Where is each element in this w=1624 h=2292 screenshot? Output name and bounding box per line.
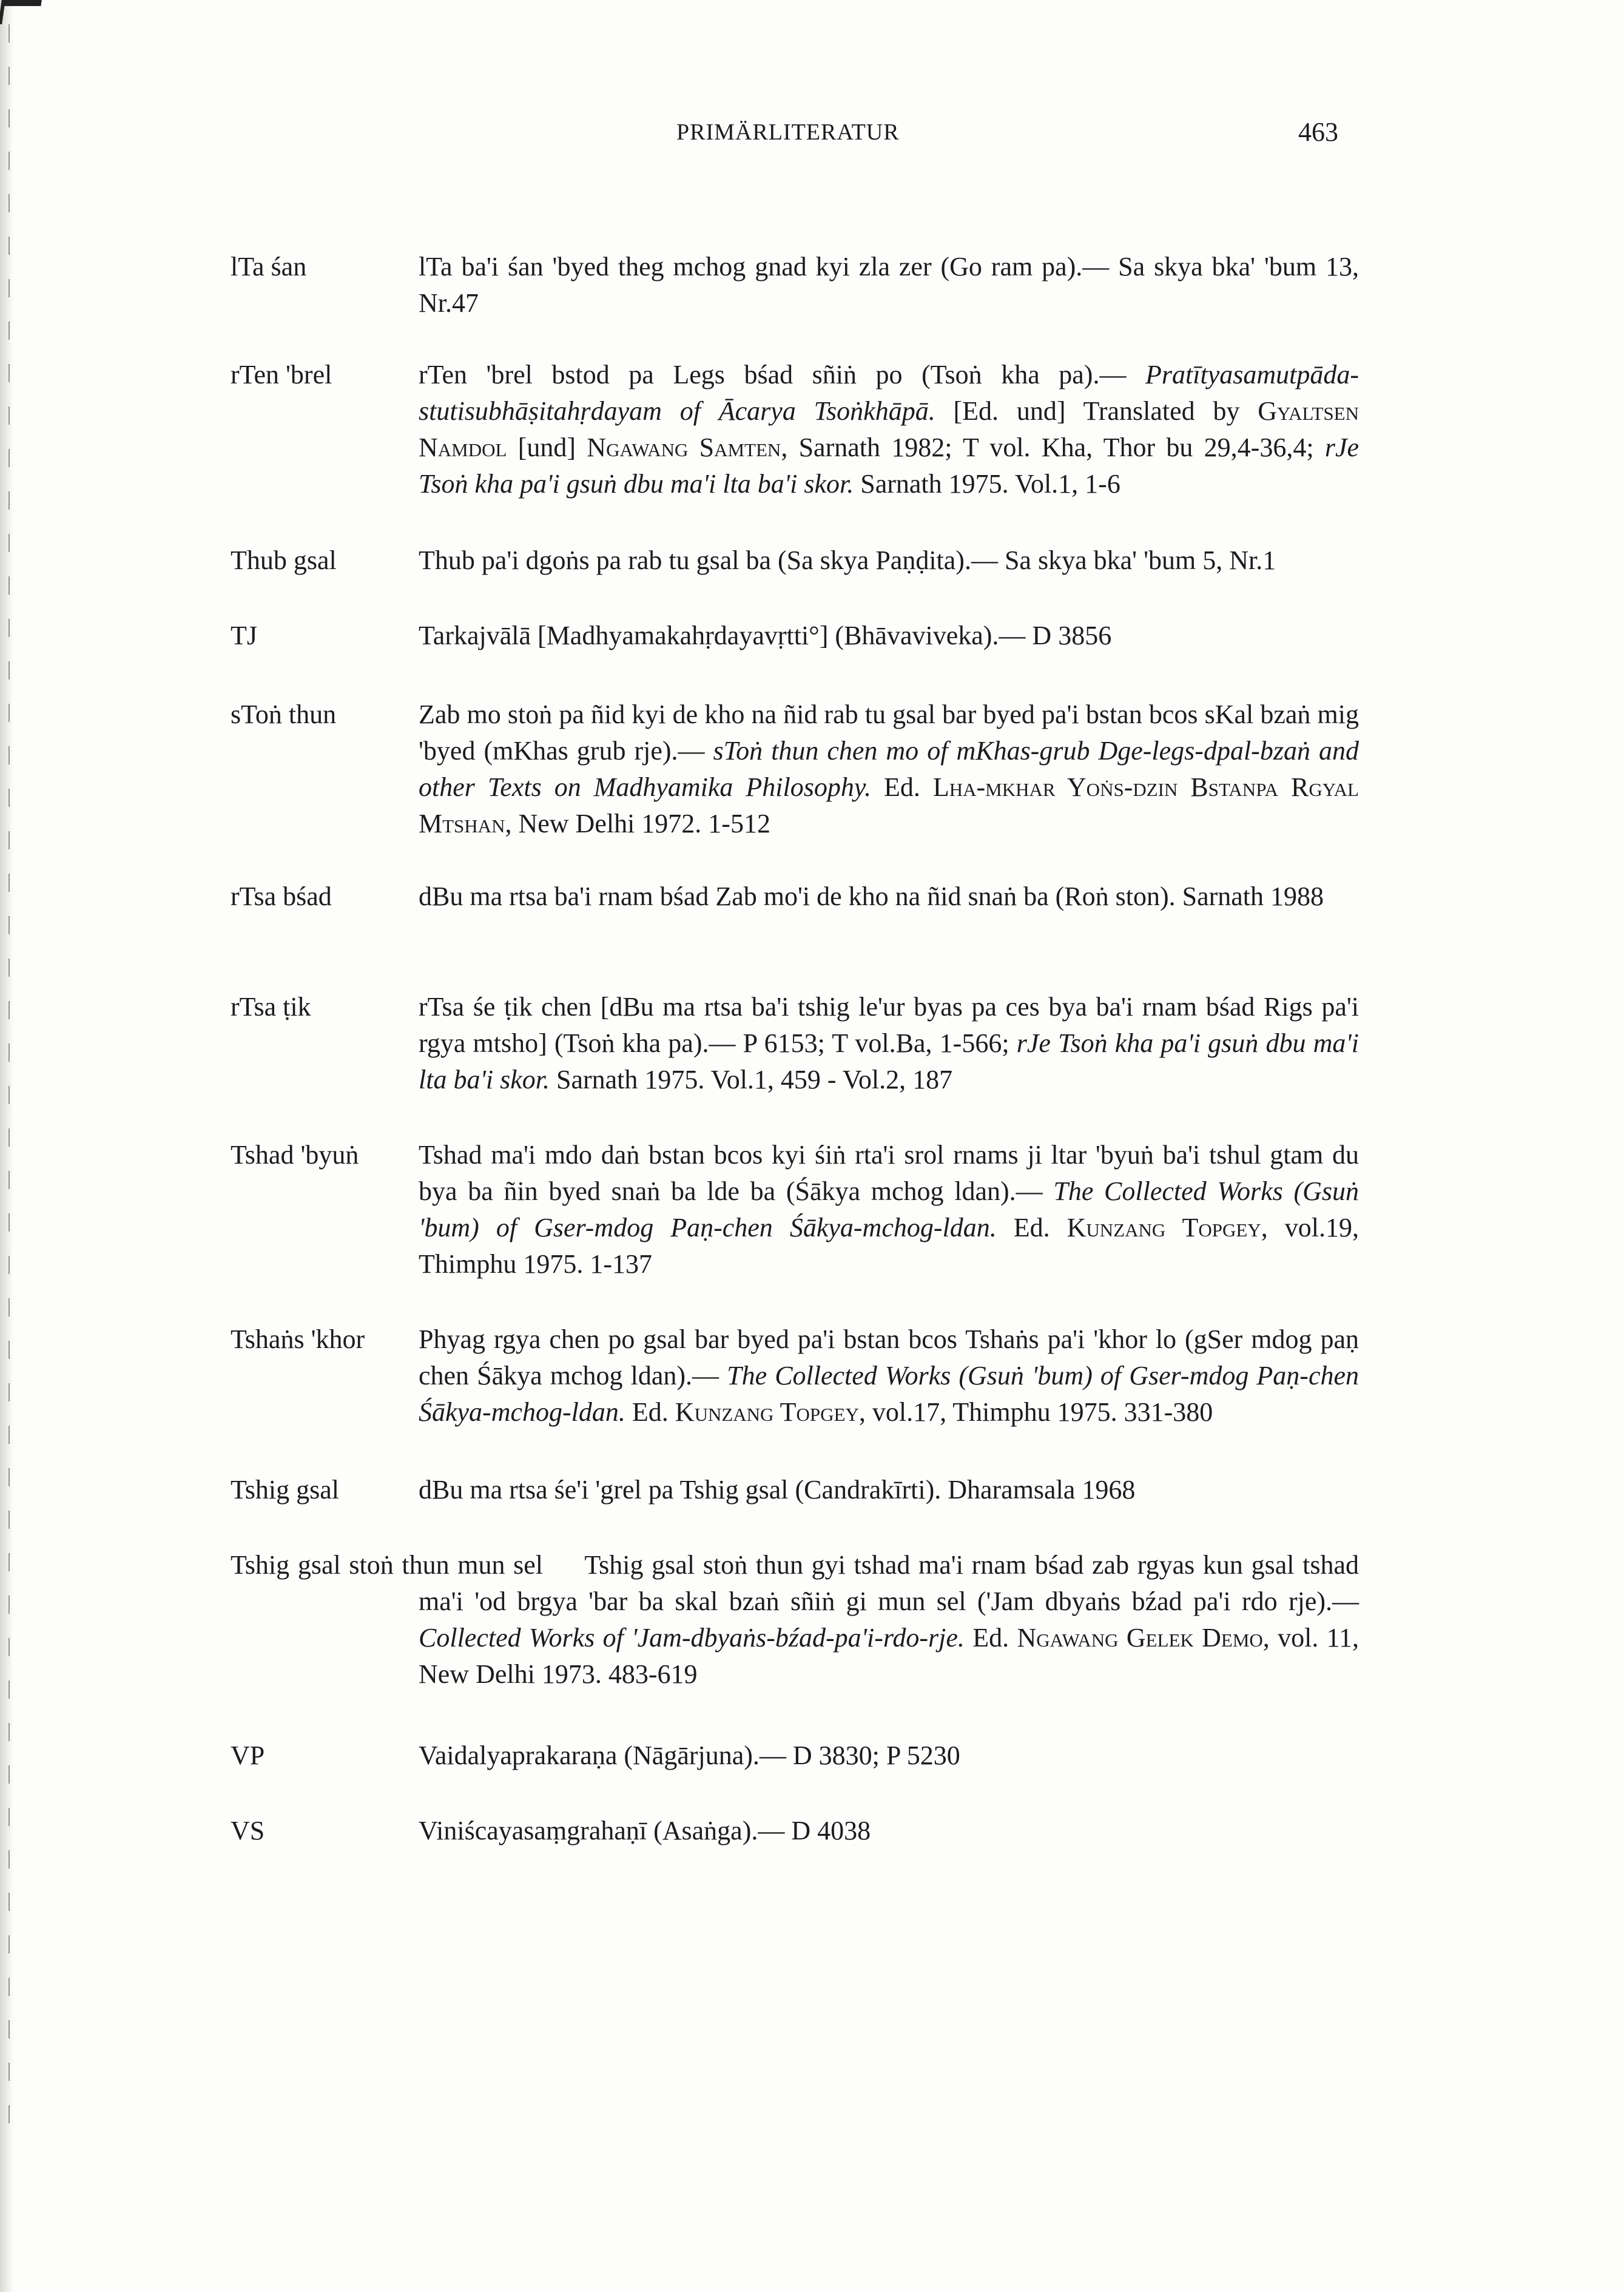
entry-key: sToṅ thun bbox=[231, 699, 337, 729]
entry-text: Tshad ma'i mdo daṅ bstan bcos kyi śiṅ rta'i srol rnams ji ltar 'byuṅ ba'i tshul gtam du bya ba ñin byed snaṅ ba lde ba (Śākya mchog ldan).— The Collected Works (Gsuṅ 'bum) of Gser-mdog Paṇ-chen Śākya-mchog-ldan. Ed. Kunzang Topgey, vol.19, Thimphu 1975. 1-137 bbox=[419, 1140, 1359, 1279]
scan-binding-line bbox=[8, 24, 10, 2148]
bibliography-entry bbox=[231, 1738, 1359, 1774]
scan-corner-mark bbox=[0, 0, 42, 24]
entry-key: VS bbox=[231, 1816, 265, 1845]
scan-edge bbox=[0, 0, 13, 2292]
entry-text: Viniścayasaṃgrahaṇī (Asaṅga).— D 4038 bbox=[419, 1816, 871, 1845]
bibliography-entry bbox=[231, 1321, 1359, 1431]
entry-key: Tshaṅs 'khor bbox=[231, 1324, 365, 1354]
entry-text: Thub pa'i dgoṅs pa rab tu gsal ba (Sa skya Paṇḍita).— Sa skya bka' 'bum 5, Nr.1 bbox=[419, 545, 1276, 575]
entry-text: rTen 'brel bstod pa Legs bśad sñiṅ po (Tsoṅ kha pa).— Pratītyasamutpāda-stutisubhāṣitahṛdayam of Ācarya Tsoṅkhāpā. [Ed. und] Translated by Gyaltsen Namdol [und] Ngawang Samten, Sarnath 1982; T vol. Kha, Thor bu 29,4-36,4; rJe Tsoṅ kha pa'i gsuṅ dbu ma'i lta ba'i skor. Sarnath 1975. Vol.1, 1-6 bbox=[419, 360, 1360, 499]
entry-text: Tarkajvālā [Madhyamakahṛdayavṛtti°] (Bhāvaviveka).— D 3856 bbox=[419, 621, 1112, 650]
entry-text: rTsa śe ṭik chen [dBu ma rtsa ba'i tshig le'ur byas pa ces bya ba'i rnam bśad Rigs pa'i rgya mtsho] (Tsoṅ kha pa).— P 6153; T vol.Ba, 1-566; rJe Tsoṅ kha pa'i gsuṅ dbu ma'i lta ba'i skor. Sarnath 1975. Vol.1, 459 - Vol.2, 187 bbox=[419, 992, 1359, 1094]
entry-key: VP bbox=[231, 1741, 265, 1770]
entry-key: Thub gsal bbox=[231, 545, 337, 575]
entry-key: TJ bbox=[231, 621, 257, 650]
entry-text: dBu ma rtsa ba'i rnam bśad Zab mo'i de kho na ñid snaṅ ba (Roṅ ston). Sarnath 1988 bbox=[419, 881, 1324, 911]
entry-key: rTsa bśad bbox=[231, 881, 332, 911]
entry-text: Tshig gsal stoṅ thun mun sel Tshig gsal stoṅ thun gyi tshad ma'i rnam bśad zab rgyas kun gsal tshad ma'i 'od brgya 'bar ba skal bzaṅ sñiṅ gi mun sel ('Jam dbyaṅs bźad pa'i rdo rje).— Collected Works of 'Jam-dbyaṅs-bźad-pa'i-rdo-rje. Ed. Ngawang Gelek Demo, vol. 11, New Delhi 1973. 483-619 bbox=[231, 1550, 1360, 1689]
bibliography-entry bbox=[231, 989, 1359, 1098]
entry-text: Vaidalyaprakaraṇa (Nāgārjuna).— D 3830; P 5230 bbox=[419, 1741, 960, 1770]
entry-text: Zab mo stoṅ pa ñid kyi de kho na ñid rab tu gsal bar byed pa'i bstan bcos sKal bzaṅ mig 'byed (mKhas grub rje).— sToṅ thun chen mo of mKhas-grub Dge-legs-dpal-bzaṅ and other Texts on Madhyamika Philosophy. Ed. Lha-mkhar Yoṅs-dzin Bstanpa Rgyal Mtshan, New Delhi 1972. 1-512 bbox=[419, 699, 1359, 838]
entry-key: Tshad 'byuṅ bbox=[231, 1140, 359, 1170]
entry-key: rTen 'brel bbox=[231, 360, 332, 389]
entry-key: Tshig gsal stoṅ thun mun sel bbox=[231, 1550, 544, 1580]
bibliography-entry bbox=[231, 542, 1359, 579]
bibliography-entry bbox=[231, 357, 1359, 502]
running-title: PRIMÄRLITERATUR bbox=[676, 120, 900, 145]
bibliography-entry bbox=[231, 1137, 1359, 1283]
page-number: 463 bbox=[1298, 117, 1338, 147]
bibliography-entry bbox=[231, 249, 1359, 322]
bibliography-entry bbox=[231, 878, 1359, 915]
bibliography-entry bbox=[231, 696, 1359, 842]
entry-text: lTa ba'i śan 'byed theg mchog gnad kyi zla zer (Go ram pa).— Sa skya bka' 'bum 13, Nr.47 bbox=[419, 252, 1359, 318]
entry-key: rTsa ṭik bbox=[231, 992, 311, 1022]
entry-text: dBu ma rtsa śe'i 'grel pa Tshig gsal (Candrakīrti). Dharamsala 1968 bbox=[419, 1475, 1136, 1505]
entry-text: Phyag rgya chen po gsal bar byed pa'i bstan bcos Tshaṅs pa'i 'khor lo (gSer mdog paṇ chen Śākya mchog ldan).— The Collected Works (Gsuṅ 'bum) of Gser-mdog Paṇ-chen Śākya-mchog-ldan. Ed. Kunzang Topgey, vol.17, Thimphu 1975. 331-380 bbox=[419, 1324, 1360, 1427]
entry-key: Tshig gsal bbox=[231, 1475, 340, 1505]
entry-key: lTa śan bbox=[231, 252, 307, 281]
bibliography-entry bbox=[231, 1472, 1359, 1508]
bibliography-entry bbox=[231, 1813, 1359, 1849]
bibliography-entry bbox=[231, 618, 1359, 654]
bibliography-entry bbox=[231, 1547, 1359, 1693]
